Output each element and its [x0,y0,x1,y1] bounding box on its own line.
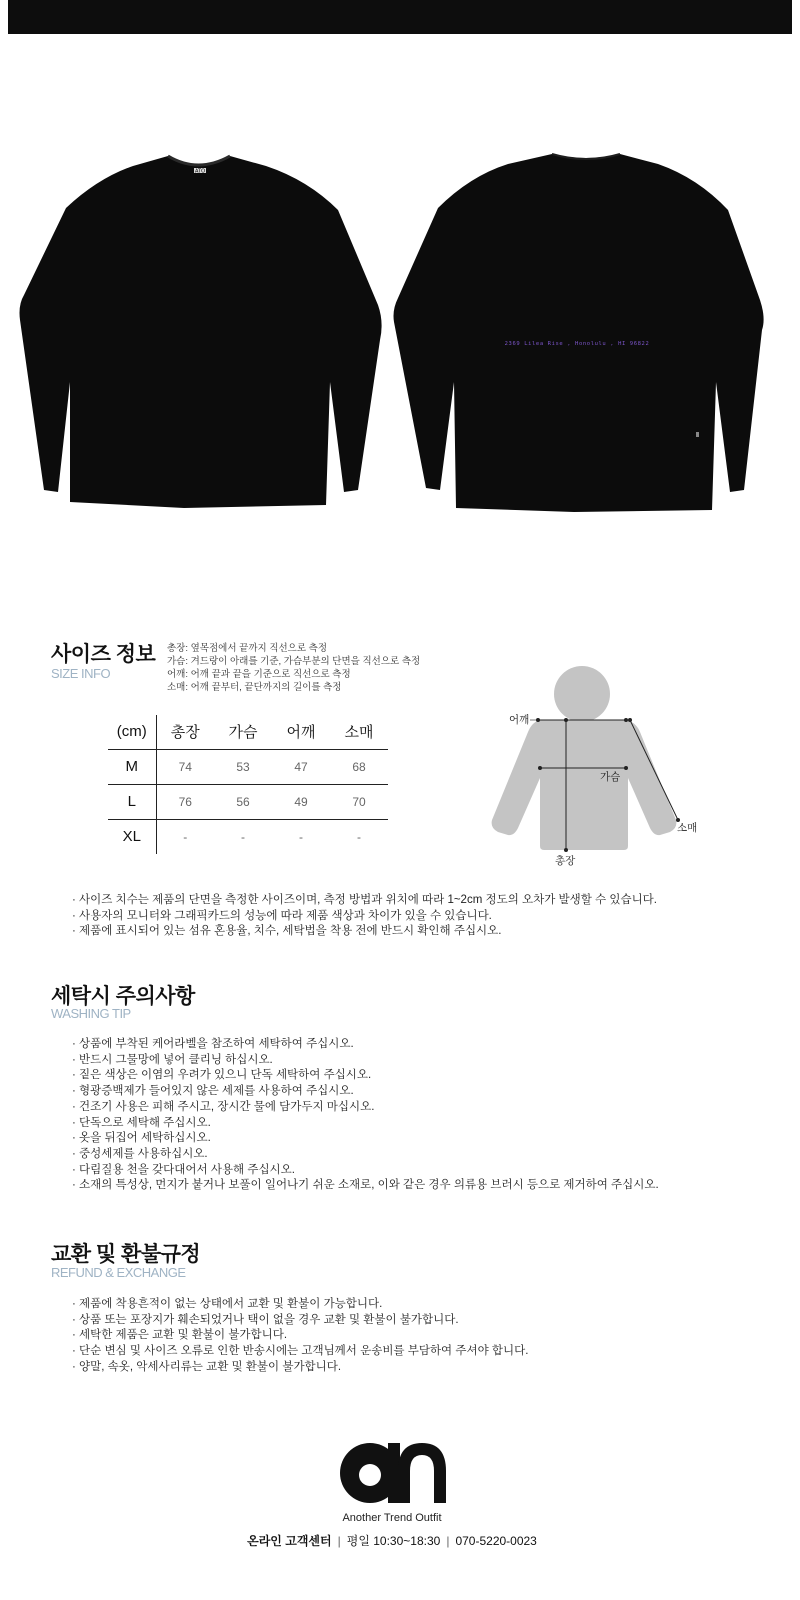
list-item: · 형광증백제가 들어있지 않은 세제를 사용하여 주십시오. [72,1084,659,1100]
size-value: 70 [330,784,388,819]
list-item: · 단순 변심 및 사이즈 오류로 인한 반송시에는 고객님께서 운송비를 부담하여 주셔야 합니다. [72,1344,528,1360]
refund-subtitle: REFUND & EXCHANGE [51,1265,186,1280]
measure-note: 총장: 옆목점에서 끝까지 직선으로 측정 [167,643,328,654]
size-row-xl [108,819,388,854]
refund-list [72,1297,528,1376]
shirt-front-image [20,156,382,508]
size-info-subtitle: SIZE INFO [51,666,111,681]
size-value: 49 [272,784,330,819]
refund-title: 교환 및 환불규정 [51,1243,201,1266]
list-item: · 소재의 특성상, 먼지가 붙거나 보풀이 일어나기 쉬운 소재로, 이와 같은 경우 의류용 브러시 등으로 제거하여 주십시오. [72,1178,659,1194]
measurement-notes [167,642,420,694]
size-value: 68 [330,749,388,784]
column-header: 총장 [156,715,214,749]
diagram-label-chest: 가슴 [600,771,621,783]
size-value: - [299,829,303,844]
neck-label: ATO [194,168,206,175]
list-item: · 양말, 속옷, 악세사리류는 교환 및 환불이 불가합니다. [72,1360,528,1376]
measure-note: 소매: 어깨 끝부터, 끝단까지의 길이를 측정 [167,682,342,693]
list-item: · 상품에 부착된 케어라벨을 참조하여 세탁하여 주십시오. [72,1037,659,1053]
washing-title: 세탁시 주의사항 [51,985,195,1008]
measure-note: 어깨: 어깨 끝과 끝을 기준으로 직선으로 측정 [167,669,351,680]
washing-subtitle: WASHING TIP [51,1006,131,1021]
brand-logo-icon [336,1437,448,1509]
back-print-text: 2369 Lilea Rise , Honolulu , HI 96822 [504,341,650,347]
size-row-l [108,784,388,819]
size-value: - [241,829,245,844]
size-value: - [357,829,361,844]
column-header: 소매 [330,715,388,749]
product-photos [8,150,792,530]
list-item: · 반드시 그물망에 넣어 클리닝 하십시오. [72,1053,659,1069]
diagram-label-shoulder: 어깨 [509,714,530,726]
list-item: · 사이즈 치수는 제품의 단면을 측정한 사이즈이며, 측정 방법과 위치에 따라 1~2cm 정도의 오차가 발생할 수 있습니다. [72,893,657,909]
size-value: - [183,829,188,844]
size-disclaimer-list [72,893,657,940]
customer-center-label: 온라인 고객센터 [247,1534,332,1548]
list-item: · 중성세제를 사용하십시오. [72,1147,659,1163]
shirt-back-image [394,154,764,512]
figure-body-icon [492,720,677,850]
list-item: · 짙은 색상은 이염의 우려가 있으니 단독 세탁하여 주십시오. [72,1068,659,1084]
size-value: 76 [156,784,214,819]
list-item: · 제품에 착용흔적이 없는 상태에서 교환 및 환불이 가능합니다. [72,1297,528,1313]
list-item: · 사용자의 모니터와 그래픽카드의 성능에 따라 제품 색상과 차이가 있을 수 있습니다. [72,909,657,925]
measure-note: 가슴: 겨드랑이 아래를 기준, 가슴부분의 단면을 직선으로 측정 [167,656,421,667]
size-table-header [108,715,388,749]
unit-label: (cm) [108,715,156,749]
size-row-m [108,749,388,784]
column-header: 가슴 [214,715,272,749]
size-value: 74 [156,749,214,784]
customer-center-info: 온라인 고객센터 | 평일 10:30~18:30 | 070-5220-0023 [247,1534,537,1548]
size-label: XL [108,819,156,854]
list-item: · 제품에 표시되어 있는 섬유 혼용율, 치수, 세탁법을 착용 전에 반드시 확인해 주십시오. [72,924,657,940]
diagram-label-sleeve: 소매 [677,822,698,834]
list-item: · 단독으로 세탁해 주십시오. [72,1116,659,1132]
column-header: 어깨 [272,715,330,749]
size-value: 53 [214,749,272,784]
diagram-label-length: 총장 [555,855,576,867]
brand-name: Another Trend Outfit [342,1512,442,1524]
figure-head-icon [554,666,610,722]
size-value: 56 [214,784,272,819]
phone-number: 070-5220-0023 [455,1534,537,1548]
list-item: · 옷을 뒤집어 세탁하십시오. [72,1131,659,1147]
list-item: · 세탁한 제품은 교환 및 환불이 불가합니다. [72,1328,528,1344]
list-item: · 상품 또는 포장지가 훼손되었거나 택이 없을 경우 교환 및 환불이 불가합니다. [72,1313,528,1329]
list-item: · 건조기 사용은 피해 주시고, 장시간 물에 담가두지 마십시오. [72,1100,659,1116]
size-value: 47 [272,749,330,784]
measurement-diagram [480,660,720,880]
size-label: L [108,784,156,819]
list-item: · 다림질용 천을 갖다대어서 사용해 주십시오. [72,1163,659,1179]
business-hours: 평일 10:30~18:30 [346,1534,441,1548]
size-table [108,715,388,854]
washing-list [72,1037,659,1194]
top-banner-bar [8,0,792,34]
size-info-title: 사이즈 정보 [51,643,156,666]
size-label: M [108,749,156,784]
